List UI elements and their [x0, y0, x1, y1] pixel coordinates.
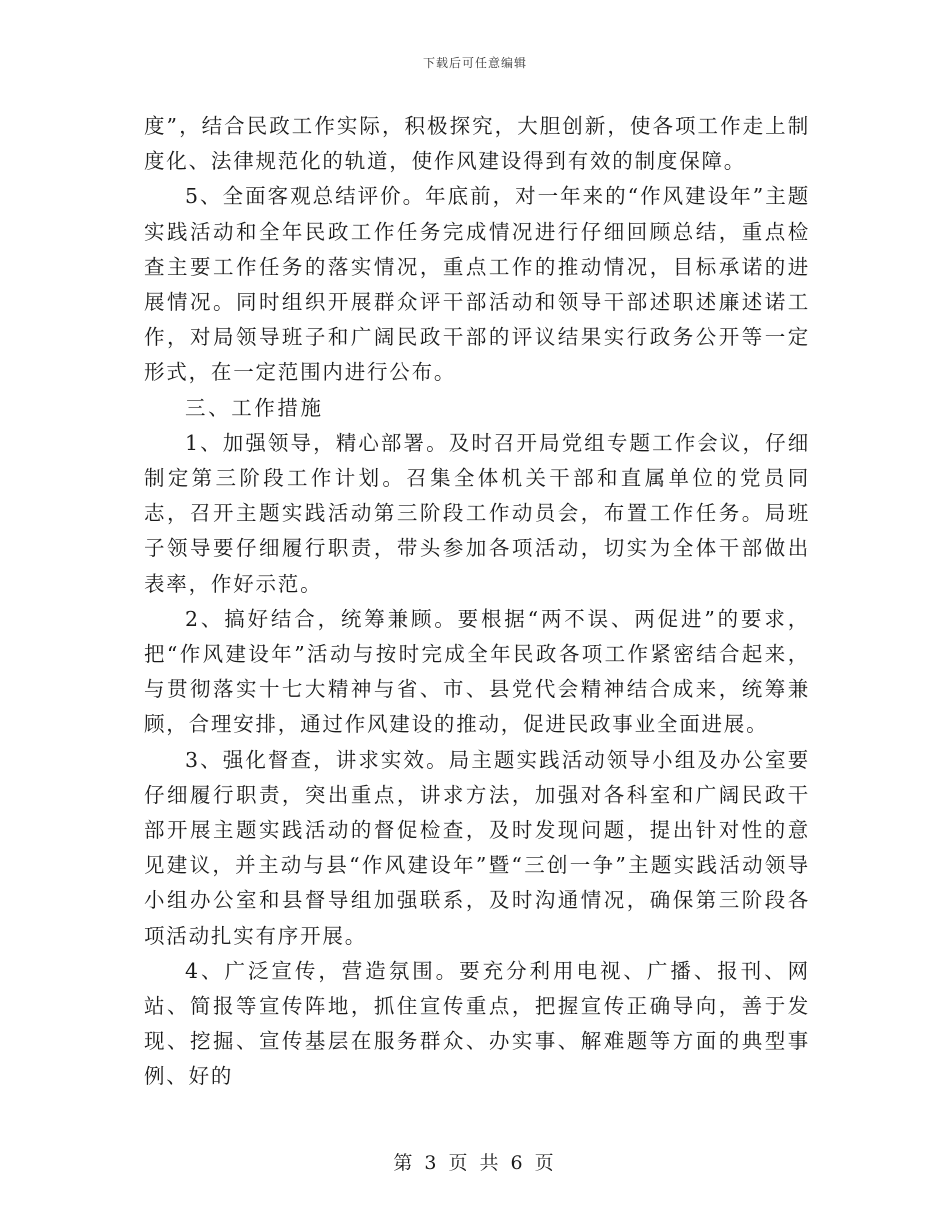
document-body [144, 109, 810, 1095]
paragraph-item-5: 5、全面客观总结评价。年底前，对一年来的“作风建设年”主题实践活动和全年民政工作任务完成情况进行仔细回顾总结，重点检查主要工作任务的落实情况，重点工作的推动情况，目标承诺的进展情况。同时组织开展群众评干部活动和领导干部述职述廉述诺工作，对局领导班子和广阔民政干部的评议结果实行政务公开等一定形式，在一定范围内进行公布。 [144, 184, 810, 385]
page-number: 第 3 页 共 6 页 [393, 1152, 557, 1174]
section-heading: 三、工作措施 [185, 395, 324, 420]
paragraph-measure-4: 4、广泛宣传，营造氛围。要充分利用电视、广播、报刊、网站、简报等宣传阵地，抓住宣传重点，把握宣传正确导向，善于发现、挖掘、宣传基层在服务群众、办实事、解难题等方面的典型事例、好的 [144, 958, 810, 1089]
paragraph-measure-1: 1、加强领导，精心部署。及时召开局党组专题工作会议，仔细制定第三阶段工作计划。召集全体机关干部和直属单位的党员同志，召开主题实践活动第三阶段工作动员会，布置工作任务。局班子领导要仔细履行职责，带头参加各项活动，切实为全体干部做出表率，作好示范。 [144, 430, 810, 596]
paragraph-measure-2: 2、搞好结合，统筹兼顾。要根据“两不误、两促进”的要求，把“作风建设年”活动与按时完成全年民政各项工作紧密结合起来，与贯彻落实十七大精神与省、市、县党代会精神结合成来，统筹兼顾，合理安排，通过作风建设的推动，促进民政事业全面进展。 [144, 606, 810, 737]
paragraph-continuation: 度”，结合民政工作实际，积极探究，大胆创新，使各项工作走上制度化、法律规范化的轨道，使作风建设得到有效的制度保障。 [144, 114, 810, 174]
page-header-note: 下载后可任意编辑 [422, 56, 527, 70]
paragraph-measure-3: 3、强化督查，讲求实效。局主题实践活动领导小组及办公室要仔细履行职责，突出重点，讲求方法，加强对各科室和广阔民政干部开展主题实践活动的督促检查，及时发现问题，提出针对性的意见建议，并主动与县“作风建设年”暨“三创一争”主题实践活动领导小组办公室和县督导组加强联系，及时沟通情况，确保第三阶段各项活动扎实有序开展。 [144, 747, 810, 948]
